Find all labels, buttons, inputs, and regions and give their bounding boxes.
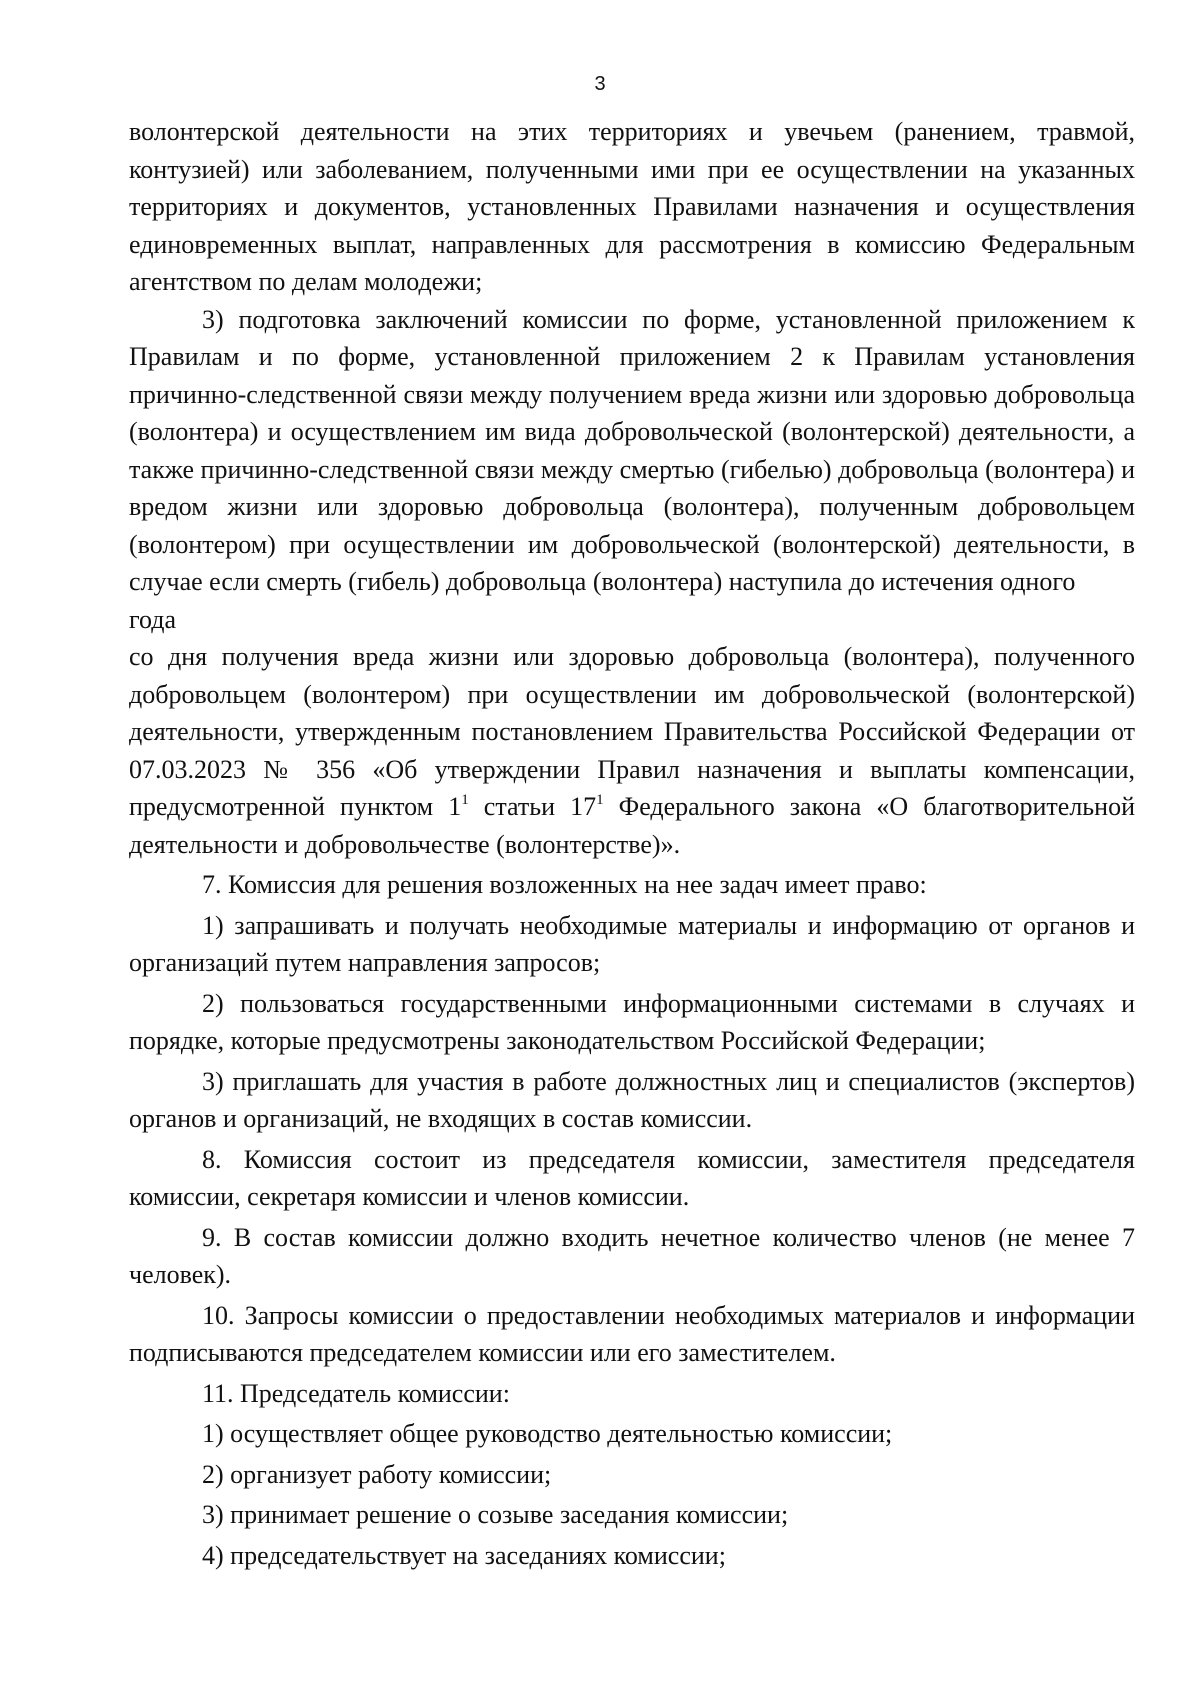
paragraph-text: со дня получения вреда жизни или здоровью добровольца (волонтера), полученного добровольцем (волонтером) при осуществлении им добровольческой (волонтерской) деятельности, утвержденным постановлением Правительства Российской Федерации от 07.03.2023 № 356 «Об утверждении Правил назначения и выплаты компенсации, предусмотренной пунктом 1 (129, 642, 1135, 821)
paragraph-6-2-continuation: волонтерской деятельности на этих территориях и увечьем (ранением, травмой, контузией) или заболеванием, полученными ими при ее осуществлении на указанных территориях и документов, установленных Правилами назначения и осуществления единовременных выплат, направленных для рассмотрения в комиссию Федеральным агентством по делам молодежи; (129, 117, 1135, 296)
paragraph-text: статьи 17 (468, 792, 597, 821)
paragraph-text: Федерального закона «О благотворительной деятельности и добровольчестве (волонтерстве)». (129, 792, 1135, 859)
paragraph-7-1: 1) запрашивать и получать необходимые материалы и информацию от органов и организаций путем направления запросов; (129, 910, 1135, 977)
paragraph-11-4: 4) председательствует на заседаниях комиссии; (202, 1540, 726, 1570)
paragraph-7: 7. Комиссия для решения возложенных на нее задач имеет право: (202, 870, 927, 899)
superscript: 1 (461, 792, 469, 808)
paragraph-9: 9. В состав комиссии должно входить нечетное количество членов (не менее 7 человек). (129, 1222, 1135, 1289)
paragraph-10: 10. Запросы комиссии о предоставлении необходимых материалов и информации подписываются председателем комиссии или его заместителем. (129, 1300, 1135, 1367)
paragraph-11-1: 1) осуществляет общее руководство деятельностью комиссии; (202, 1419, 893, 1448)
paragraph-6-3-continuation (129, 638, 1135, 863)
paragraph-11-2: 2) организует работу комиссии; (202, 1459, 552, 1489)
paragraph-6-3: 3) подготовка заключений комиссии по форме, установленной приложением к Правилам и по форме, установленной приложением 2 к Правилам установления причинно-следственной связи между получением вреда жизни или здоровью добровольца (волонтера) и осуществлением им вида добровольческой (волонтерской) деятельности, а также причинно-следственной связи между смертью (гибелью) добровольца (волонтера) и вредом жизни или здоровью добровольца (волонтера), полученным добровольцем (волонтером) при осуществлении им добровольческой (волонтерской) деятельности, в случае если смерть (гибель) добровольца (волонтера) наступила до истечения одного (129, 304, 1135, 596)
document-body (129, 113, 1135, 1574)
paragraph-11-3: 3) принимает решение о созыве заседания комиссии; (202, 1500, 789, 1529)
paragraph-7-3: 3) приглашать для участия в работе должностных лиц и специалистов (экспертов) органов и организаций, не входящих в состав комиссии. (129, 1066, 1135, 1133)
paragraph-7-2: 2) пользоваться государственными информационными системами в случаях и порядке, которые предусмотрены законодательством Российской Федерации; (129, 988, 1135, 1055)
paragraph-6-3-tail: года (129, 604, 177, 634)
superscript: 1 (596, 792, 604, 808)
paragraph-11: 11. Председатель комиссии: (202, 1378, 510, 1408)
paragraph-8: 8. Комиссия состоит из председателя комиссии, заместителя председателя комиссии, секретаря комиссии и членов комиссии. (129, 1144, 1135, 1211)
page-number: 3 (594, 73, 606, 95)
